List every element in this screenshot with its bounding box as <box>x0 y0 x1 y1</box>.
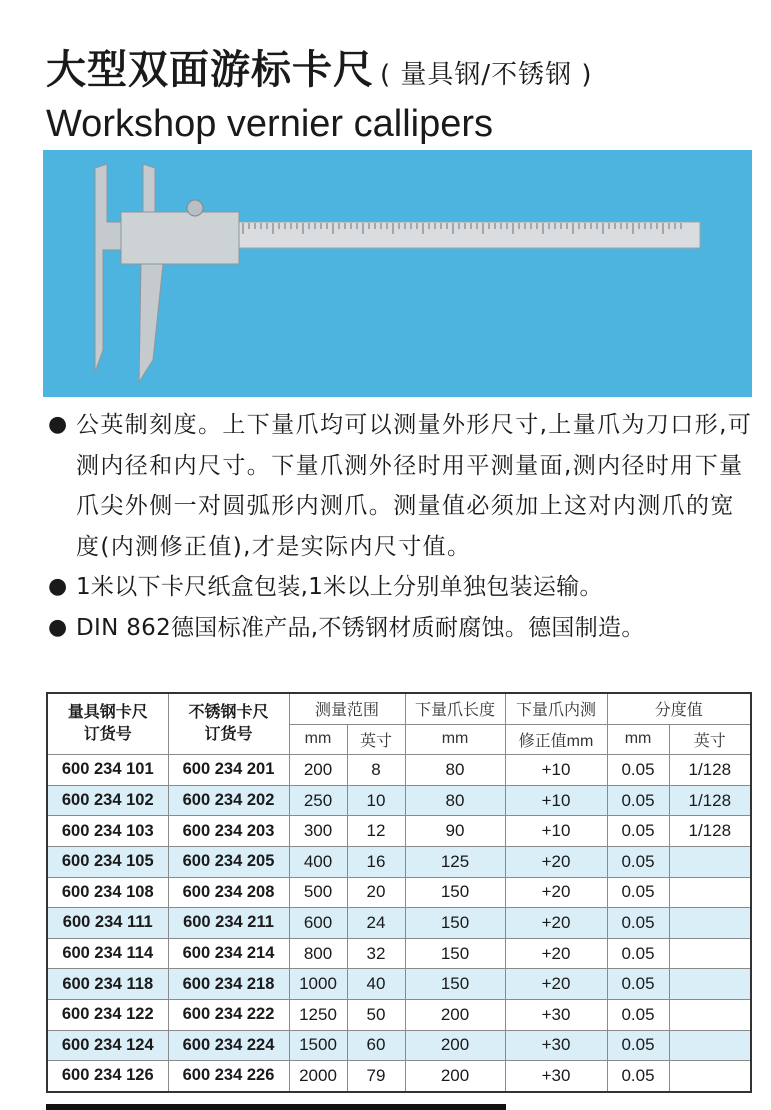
order-no-tool-steel: 600 234 108 <box>47 877 168 908</box>
graduation-inch: 1/128 <box>669 755 751 786</box>
table-row <box>47 1030 751 1061</box>
range-mm: 400 <box>289 846 347 877</box>
table-row <box>47 877 751 908</box>
jaw-length: 80 <box>405 755 505 786</box>
graduation-inch <box>669 969 751 1000</box>
table-row <box>47 969 751 1000</box>
jaw-length: 125 <box>405 846 505 877</box>
graduation-inch <box>669 938 751 969</box>
locking-screw <box>187 200 203 216</box>
order-no-tool-steel: 600 234 105 <box>47 846 168 877</box>
graduation-mm: 0.05 <box>607 1061 669 1092</box>
title-cn-material: ( 量具钢/不锈钢 ) <box>380 60 593 90</box>
graduation-mm: 0.05 <box>607 846 669 877</box>
range-inch: 32 <box>347 938 405 969</box>
header-range-inch: 英寸 <box>347 724 405 755</box>
range-inch: 50 <box>347 999 405 1030</box>
title-cn-main: 大型双面游标卡尺 <box>46 47 374 93</box>
order-no-stainless: 600 234 201 <box>168 755 289 786</box>
order-no-stainless: 600 234 205 <box>168 846 289 877</box>
inner-correction: +10 <box>505 816 607 847</box>
jaw-length: 90 <box>405 816 505 847</box>
range-mm: 2000 <box>289 1061 347 1092</box>
graduation-inch <box>669 1030 751 1061</box>
jaw-length: 150 <box>405 938 505 969</box>
table-row <box>47 785 751 816</box>
graduation-mm: 0.05 <box>607 816 669 847</box>
range-inch: 16 <box>347 846 405 877</box>
range-inch: 24 <box>347 908 405 939</box>
range-inch: 40 <box>347 969 405 1000</box>
header-correction-top: 下量爪内测 <box>505 693 607 724</box>
order-no-tool-steel: 600 234 103 <box>47 816 168 847</box>
inner-correction: +30 <box>505 999 607 1030</box>
inner-correction: +30 <box>505 1061 607 1092</box>
graduation-mm: 0.05 <box>607 999 669 1030</box>
feature-item: ● DIN 862德国标准产品,不锈钢材质耐腐蚀。德国制造。 <box>46 608 758 649</box>
table-row <box>47 816 751 847</box>
order-no-tool-steel: 600 234 102 <box>47 785 168 816</box>
jaw-length: 200 <box>405 1061 505 1092</box>
header-graduation-mm: mm <box>607 724 669 755</box>
range-inch: 60 <box>347 1030 405 1061</box>
feature-list <box>46 405 758 648</box>
header-tool-steel: 量具钢卡尺 订货号 <box>47 693 168 755</box>
order-no-stainless: 600 234 208 <box>168 877 289 908</box>
order-no-stainless: 600 234 214 <box>168 938 289 969</box>
graduation-mm: 0.05 <box>607 908 669 939</box>
jaw-length: 150 <box>405 877 505 908</box>
graduation-inch <box>669 846 751 877</box>
bullet-dot: ● <box>48 574 68 599</box>
graduation-inch: 1/128 <box>669 816 751 847</box>
order-no-tool-steel: 600 234 122 <box>47 999 168 1030</box>
table-row <box>47 755 751 786</box>
graduation-mm: 0.05 <box>607 785 669 816</box>
upper-moving-jaw <box>143 164 155 212</box>
range-mm: 200 <box>289 755 347 786</box>
range-mm: 800 <box>289 938 347 969</box>
inner-correction: +20 <box>505 846 607 877</box>
order-no-stainless: 600 234 211 <box>168 908 289 939</box>
inner-correction: +10 <box>505 755 607 786</box>
jaw-length: 150 <box>405 969 505 1000</box>
spec-table <box>46 692 752 1093</box>
table-row <box>47 1061 751 1092</box>
table-row <box>47 999 751 1030</box>
order-no-tool-steel: 600 234 124 <box>47 1030 168 1061</box>
jaw-length: 150 <box>405 908 505 939</box>
jaw-length: 200 <box>405 1030 505 1061</box>
range-inch: 12 <box>347 816 405 847</box>
bullet-dot: ● <box>48 614 68 640</box>
inner-correction: +20 <box>505 877 607 908</box>
inner-correction: +10 <box>505 785 607 816</box>
feature-item: ● 1米以下卡尺纸盒包装,1米以上分别单独包装运输。 <box>46 567 758 608</box>
spec-table-body <box>47 755 751 1092</box>
graduation-inch <box>669 877 751 908</box>
inner-correction: +20 <box>505 969 607 1000</box>
table-row <box>47 938 751 969</box>
header-jaw-mm: mm <box>405 724 505 755</box>
feature-item: ● 公英制刻度。上下量爪均可以测量外形尺寸,上量爪为刀口形,可测内径和内尺寸。下量爪测外径时用平测量面,测内径时用下量爪尖外侧一对圆弧形内测爪。测量值必须加上这对内测爪的宽度(内测修正值),才是实际内尺寸值。 <box>46 405 758 567</box>
inner-correction: +20 <box>505 938 607 969</box>
graduation-inch: 1/128 <box>669 785 751 816</box>
header-stainless: 不锈钢卡尺 订货号 <box>168 693 289 755</box>
header-jaw-length: 下量爪长度 <box>405 693 505 724</box>
page-title-cn <box>46 48 593 92</box>
range-inch: 10 <box>347 785 405 816</box>
range-inch: 79 <box>347 1061 405 1092</box>
range-mm: 1250 <box>289 999 347 1030</box>
graduation-mm: 0.05 <box>607 877 669 908</box>
fixed-jaw <box>95 164 121 372</box>
header-range-mm: mm <box>289 724 347 755</box>
range-mm: 500 <box>289 877 347 908</box>
table-row <box>47 908 751 939</box>
jaw-length: 80 <box>405 785 505 816</box>
order-no-stainless: 600 234 224 <box>168 1030 289 1061</box>
graduation-mm: 0.05 <box>607 1030 669 1061</box>
product-photo <box>43 150 752 397</box>
graduation-inch <box>669 999 751 1030</box>
order-no-stainless: 600 234 202 <box>168 785 289 816</box>
header-graduation: 分度值 <box>607 693 751 724</box>
range-mm: 1500 <box>289 1030 347 1061</box>
order-no-tool-steel: 600 234 111 <box>47 908 168 939</box>
order-no-tool-steel: 600 234 118 <box>47 969 168 1000</box>
range-mm: 600 <box>289 908 347 939</box>
graduation-mm: 0.05 <box>607 938 669 969</box>
header-correction-bottom: 修正值mm <box>505 724 607 755</box>
range-inch: 20 <box>347 877 405 908</box>
range-mm: 250 <box>289 785 347 816</box>
lower-moving-jaw <box>139 264 163 382</box>
graduation-mm: 0.05 <box>607 969 669 1000</box>
order-no-stainless: 600 234 226 <box>168 1061 289 1092</box>
slider <box>121 212 239 264</box>
jaw-length: 200 <box>405 999 505 1030</box>
range-mm: 1000 <box>289 969 347 1000</box>
caliper-illustration <box>43 150 752 397</box>
graduation-mm: 0.05 <box>607 755 669 786</box>
table-row <box>47 846 751 877</box>
inner-correction: +20 <box>505 908 607 939</box>
range-inch: 8 <box>347 755 405 786</box>
order-no-tool-steel: 600 234 114 <box>47 938 168 969</box>
bullet-dot: ● <box>48 412 68 437</box>
order-no-stainless: 600 234 218 <box>168 969 289 1000</box>
order-no-tool-steel: 600 234 126 <box>47 1061 168 1092</box>
graduation-inch <box>669 908 751 939</box>
header-graduation-inch: 英寸 <box>669 724 751 755</box>
page-title-en: Workshop vernier callipers <box>46 103 494 145</box>
graduation-inch <box>669 1061 751 1092</box>
header-range: 测量范围 <box>289 693 405 724</box>
order-no-stainless: 600 234 222 <box>168 999 289 1030</box>
order-no-tool-steel: 600 234 101 <box>47 755 168 786</box>
range-mm: 300 <box>289 816 347 847</box>
order-no-stainless: 600 234 203 <box>168 816 289 847</box>
inner-correction: +30 <box>505 1030 607 1061</box>
